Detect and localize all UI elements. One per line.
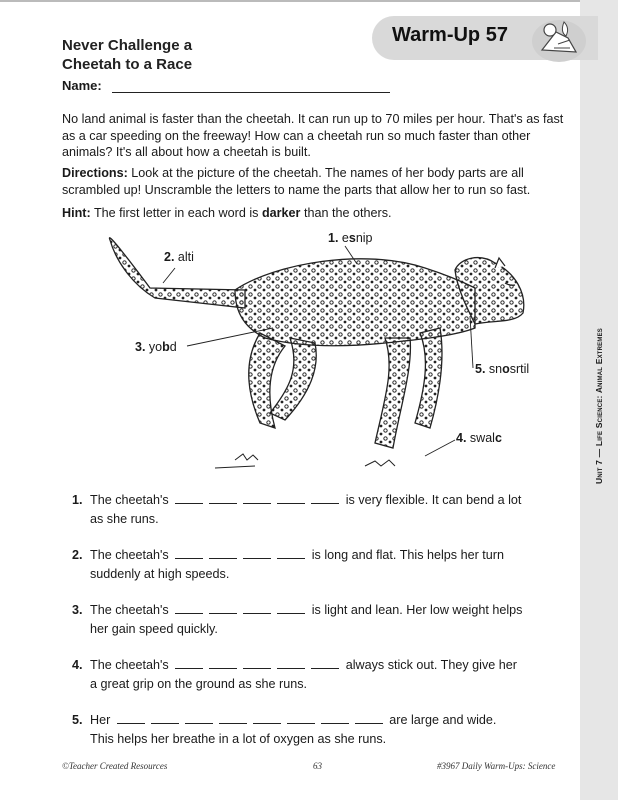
label-4-bold: c [494,431,502,445]
directions-paragraph [62,165,572,198]
question-1-line2: as she runs. [90,512,159,526]
question-2-number: 2. [72,548,83,562]
label-3-number: 3. [135,340,146,354]
answer-blank[interactable] [151,713,179,724]
answer-blank[interactable] [243,658,271,669]
label-2-number: 2. [164,250,175,264]
label-4 [456,431,502,445]
sidebar-unit-label: Unit 7 — Life Science: Animal Extremes [594,328,604,484]
answer-blank[interactable] [311,493,339,504]
question-2-line2: suddenly at high speeds. [90,567,230,581]
question-3-line2: her gain speed quickly. [90,622,218,636]
label-1-pre: e [341,231,349,245]
answer-blank[interactable] [175,548,203,559]
label-1-post: nip [355,231,373,245]
answer-blank[interactable] [311,658,339,669]
title-line-1: Never Challenge a [62,37,193,54]
answer-blank[interactable] [209,658,237,669]
label-3 [135,340,177,354]
directions-label: Directions: [62,166,128,180]
label-2 [164,250,194,264]
answer-blank[interactable] [209,603,237,614]
hint-paragraph [62,205,572,222]
question-4-line2: a great grip on the ground as she runs. [90,677,308,691]
answer-blank[interactable] [117,713,145,724]
answer-blank[interactable] [287,713,315,724]
label-5-number: 5. [475,362,486,376]
answer-blank[interactable] [321,713,349,724]
question-3-number: 3. [72,603,83,617]
answer-blank[interactable] [243,548,271,559]
worksheet-title [62,36,192,74]
question-3 [72,601,562,639]
question-5-post: are large and wide. [389,713,497,727]
directions-text: Look at the picture of the cheetah. The names of her body parts are all scrambled up! Unscramble the letters to name the parts that allow her to run so fast. [62,166,531,197]
question-1-post: is very flexible. It can bend a lot [345,493,522,507]
science-icon [528,14,590,64]
answer-blank[interactable] [277,493,305,504]
answer-blank[interactable] [219,713,247,724]
question-2-post: is long and flat. This helps her turn [311,548,505,562]
answer-blank[interactable] [209,548,237,559]
top-border [0,0,580,2]
footer-book-title: #3967 Daily Warm-Ups: Science [437,761,556,771]
answer-blank[interactable] [277,548,305,559]
question-4 [72,656,562,694]
label-5 [475,362,529,376]
question-1 [72,491,562,529]
hint-bold-word: darker [261,206,301,220]
question-1-number: 1. [72,493,83,507]
answer-blank[interactable] [243,603,271,614]
label-3-bold: b [162,340,170,354]
label-1 [328,231,373,245]
answer-blank[interactable] [175,658,203,669]
warm-up-title: Warm-Up 57 [392,24,508,46]
label-3-pre: yo [148,340,163,354]
label-5-pre: sn [488,362,503,376]
answer-blank[interactable] [253,713,281,724]
question-1-pre: The cheetah's [90,493,169,507]
question-2 [72,546,562,584]
label-1-bold: s [348,231,356,245]
answer-blank[interactable] [243,493,271,504]
answer-blank[interactable] [175,603,203,614]
answer-blank[interactable] [185,713,213,724]
question-5-pre: Her [90,713,111,727]
question-5-line2: This helps her breathe in a lot of oxygen as she runs. [90,732,387,746]
label-3-post: d [169,340,177,354]
answer-blank[interactable] [175,493,203,504]
hint-label: Hint: [62,206,91,220]
answer-blank[interactable] [277,603,305,614]
answer-blank[interactable] [277,658,305,669]
hint-text-post: than the others. [300,206,392,220]
name-label: Name: [62,78,102,93]
title-line-2: Cheetah to a Race [62,56,193,73]
label-2-post: alti [177,250,194,264]
question-5-number: 5. [72,713,83,727]
hint-text-pre: The first letter in each word is [93,206,262,220]
label-5-post: srtil [509,362,530,376]
question-3-post: is light and lean. Her low weight helps [311,603,523,617]
question-3-pre: The cheetah's [90,603,169,617]
name-field[interactable] [112,92,390,93]
answer-blank[interactable] [355,713,383,724]
label-1-number: 1. [328,231,339,245]
answer-blank[interactable] [209,493,237,504]
question-5 [72,711,562,749]
question-4-number: 4. [72,658,83,672]
footer-publisher: ©Teacher Created Resources [62,761,168,771]
label-5-bold: o [502,362,510,376]
question-4-post: always stick out. They give her [345,658,517,672]
question-4-pre: The cheetah's [90,658,169,672]
footer-page-number: 63 [313,761,322,771]
label-4-pre: swal [469,431,495,445]
label-4-number: 4. [456,431,467,445]
question-2-pre: The cheetah's [90,548,169,562]
intro-paragraph: No land animal is faster than the cheetah. It can run up to 70 miles per hour. That's as fast as a car speeding on the freeway! How can a cheetah run so much faster than other animals? It's all about how a cheetah is built. [62,112,564,159]
